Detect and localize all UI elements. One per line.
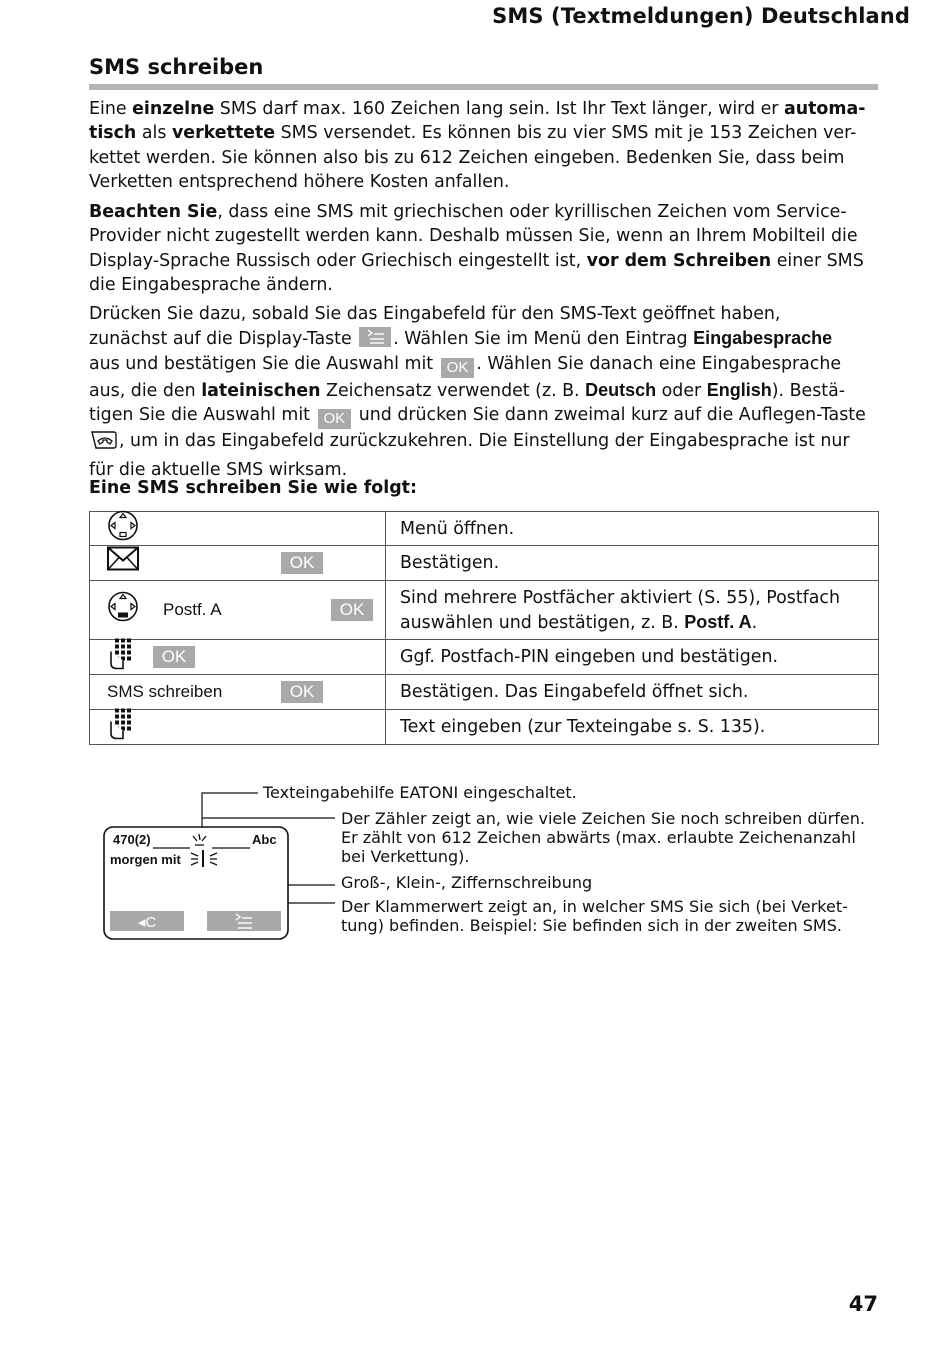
case-mode: Abc xyxy=(252,832,277,847)
intro-paragraph-1: Eine einzelne SMS darf max. 160 Zeichen lang sein. Ist Ihr Text länger, wird er automa- tisch als verkettete SMS versendet. Es können bis zu vier SMS mit je 153 Zeichen ver- kettet werden. Sie können also bis zu 612 Zeichen eingeben. Bedenken Sie, dass beim Verketten entsprechend höhere Kosten anfallen. xyxy=(89,99,866,192)
ok-key-icon: OK xyxy=(441,358,475,378)
step-command xyxy=(90,581,386,640)
section-rule xyxy=(89,84,878,90)
step-description: Bestätigen. Das Eingabefeld öffnet sich. xyxy=(386,675,879,710)
step-command-label: SMS schreiben xyxy=(107,682,223,701)
step-description: Bestätigen. xyxy=(386,546,879,581)
keypad-icon xyxy=(107,638,139,677)
keypad-icon xyxy=(107,708,139,747)
nav-key-down-icon xyxy=(107,509,139,548)
step-row xyxy=(90,640,879,675)
step-description: Text eingeben (zur Texteingabe s. S. 135). xyxy=(386,710,879,745)
page-number: 47 xyxy=(848,1292,878,1316)
intro-paragraph-3: Drücken Sie dazu, sobald Sie das Eingabefeld für den SMS-Text geöffnet haben, zunächst auf die Display-Taste . Wählen Sie im Menü den Eintrag Eingabesprache aus und bestätigen Sie die Auswahl mit OK . Wählen Sie danach eine Eingabesprache aus, die den lateinischen Zeichensatz verwendet (z. B. Deutsch oder English). Bestä- tigen Sie die Auswahl mit OK und drücken Sie dann zweimal kurz auf die Auflegen-Taste , um in das Eingabefeld zurückzukehren. Die Einstellung der Eingabesprache ist nur für die aktuelle SMS wirksam. xyxy=(89,304,866,481)
running-header: SMS (Textmeldungen) Deutschland xyxy=(492,4,910,28)
callout-counter-line-2: Er zählt von 612 Zeichen abwärts (max. erlaubte Zeichenanzahl xyxy=(341,828,856,847)
ok-key-icon: OK xyxy=(331,599,373,621)
step-row xyxy=(90,546,879,581)
step-row xyxy=(90,581,879,640)
step-row xyxy=(90,675,879,710)
ok-key-icon: OK xyxy=(153,646,195,668)
step-command xyxy=(90,640,386,675)
callout-counter-line-3: bei Verkettung). xyxy=(341,847,470,866)
display-text: morgen mit xyxy=(110,852,181,867)
step-row xyxy=(90,710,879,745)
step-description: Sind mehrere Postfächer aktiviert (S. 55), Postfach auswählen und bestätigen, z. B. Postf. A. xyxy=(386,581,879,640)
step-description: Menü öffnen. xyxy=(386,512,879,546)
callout-eatoni: Texteingabehilfe EATONI eingeschaltet. xyxy=(263,783,577,802)
ok-key-icon: OK xyxy=(318,409,352,429)
ok-key-icon: OK xyxy=(281,681,323,703)
nav-key-up-down-icon xyxy=(107,591,139,630)
step-description: Ggf. Postfach-PIN eingeben und bestätigen. xyxy=(386,640,879,675)
menu-key-icon xyxy=(359,327,391,347)
steps-table xyxy=(89,511,879,745)
step-command xyxy=(90,675,386,710)
callout-bracket-line-2: tung) befinden. Beispiel: Sie befinden sich in der zweiten SMS. xyxy=(341,916,842,935)
callout-counter-line-1: Der Zähler zeigt an, wie viele Zeichen Sie noch schreiben dürfen. xyxy=(341,809,865,828)
callout-case: Groß-, Klein-, Ziffernschreibung xyxy=(341,873,593,892)
intro-paragraph-2: Beachten Sie, dass eine SMS mit griechischen oder kyrillischen Zeichen vom Service- Provider nicht zugestellt werden kann. Deshalb müssen Sie, wenn an Ihrem Mobilteil die Display-Sprache Russisch oder Griechisch eingestellt ist, vor dem Schreiben einer SMS die Eingabesprache ändern. xyxy=(89,202,864,295)
envelope-icon xyxy=(107,544,139,583)
step-command-label: Postf. A xyxy=(163,600,222,619)
hangup-key-icon xyxy=(89,429,119,458)
step-command xyxy=(90,512,386,546)
ok-key-icon: OK xyxy=(281,552,323,574)
step-command xyxy=(90,710,386,745)
section-title: SMS schreiben xyxy=(89,55,264,79)
callout-bracket-line-1: Der Klammerwert zeigt an, in welcher SMS Sie sich (bei Verket- xyxy=(341,897,848,916)
step-command xyxy=(90,546,386,581)
softkey-left-label: ◂C xyxy=(137,914,157,931)
step-row xyxy=(90,512,879,546)
steps-heading: Eine SMS schreiben Sie wie folgt: xyxy=(89,478,417,498)
sms-counter: 470(2) xyxy=(113,832,151,847)
